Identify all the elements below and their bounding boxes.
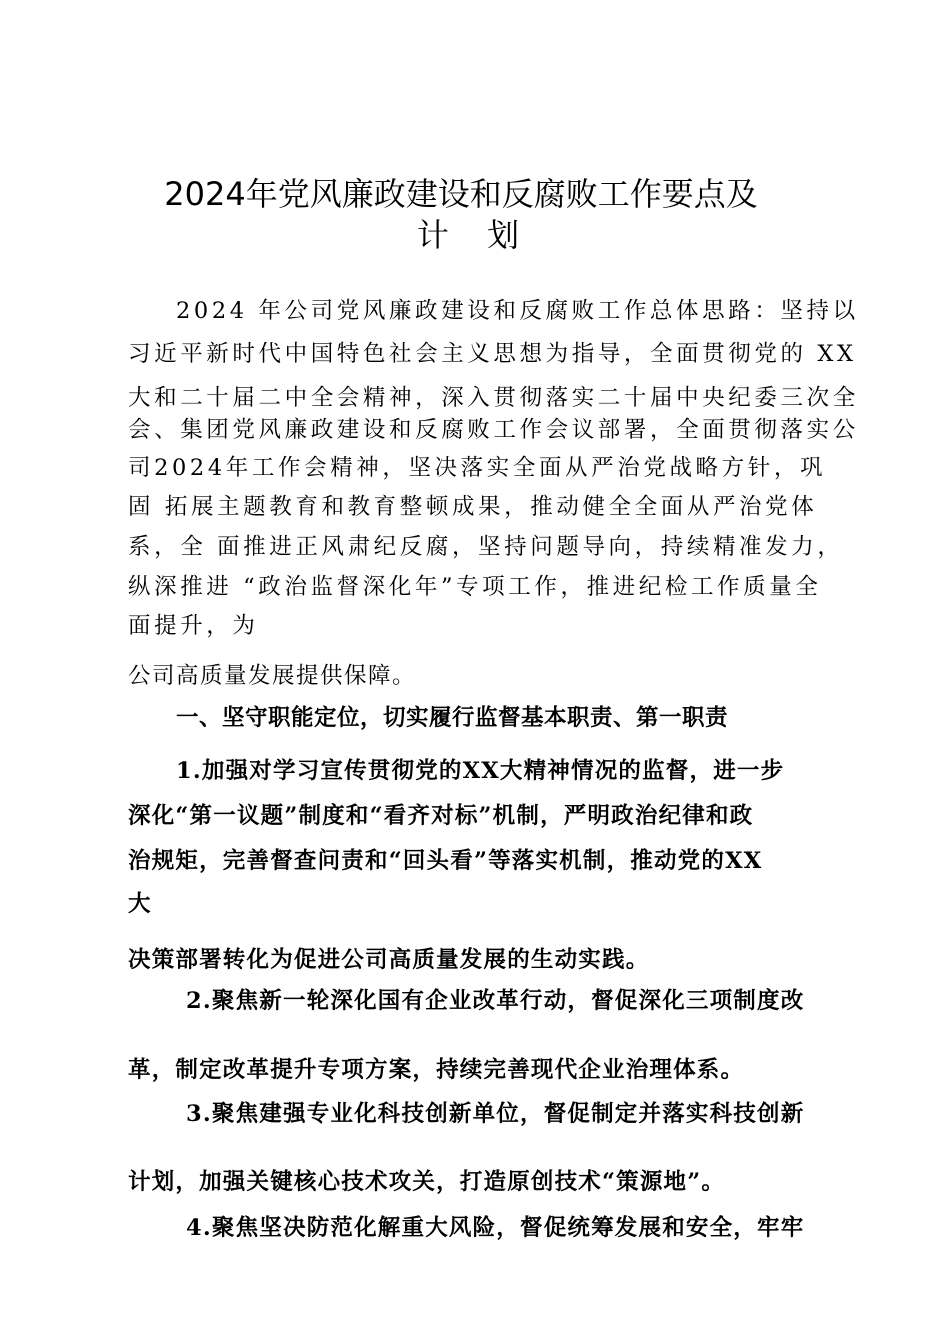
item-4-line: 4.聚焦坚决防范化解重大风险，督促统筹发展和安全，牢牢: [186, 1215, 805, 1241]
intro-line: 习近平新时代中国特色社会主义思想为指导，全面贯彻党的 XX: [128, 341, 857, 367]
intro-line: 纵深推进 “政治监督深化年”专项工作，推进纪检工作质量全: [128, 574, 822, 600]
intro-line: 固 拓展主题教育和教育整顿成果，推动健全全面从严治党体: [128, 494, 818, 520]
section-heading: 一、坚守职能定位，切实履行监督基本职责、第一职责: [176, 705, 729, 731]
intro-line: 面提升，为: [128, 613, 259, 639]
item-3-line: 计划，加强关键核心技术攻关，打造原创技术“策源地”。: [128, 1169, 726, 1195]
item-1-line: 1.加强对学习宣传贯彻党的XX大精神情况的监督，进一步: [176, 758, 785, 784]
item-2-line: 革，制定改革提升专项方案，持续完善现代企业治理体系。: [128, 1057, 745, 1083]
intro-line: 公司高质量发展提供保障。: [128, 663, 417, 689]
item-2-line: 2.聚焦新一轮深化国有企业改革行动，督促深化三项制度改: [186, 988, 805, 1014]
item-3-line: 3.聚焦建强专业化科技创新单位，督促制定并落实科技创新: [186, 1101, 805, 1127]
item-1-line: 治规矩，完善督查问责和“回头看”等落实机制，推动党的XX: [128, 848, 763, 874]
intro-line: 大和二十届二中全会精神，深入贯彻落实二十届中央纪委三次全: [128, 385, 859, 411]
intro-line: 系，全 面推进正风肃纪反腐，坚持问题导向，持续精准发力，: [128, 534, 844, 560]
intro-line: 2024 年公司党风廉政建设和反腐败工作总体思路：坚持以: [176, 298, 859, 324]
item-1-line: 决策部署转化为促进公司高质量发展的生动实践。: [128, 947, 650, 973]
document-title-line-1: 2024年党风廉政建设和反腐败工作要点及: [164, 175, 758, 213]
intro-line: 会、集团党风廉政建设和反腐败工作会议部署，全面贯彻落实公: [128, 417, 859, 443]
document-title-line-2: 计 划: [416, 216, 534, 254]
item-1-line: 大: [128, 891, 152, 917]
intro-line: 司2024年工作会精神，坚决落实全面从严治党战略方针，巩: [128, 455, 827, 481]
item-1-line: 深化“第一议题”制度和“看齐对标”机制，严明政治纪律和政: [128, 803, 754, 829]
